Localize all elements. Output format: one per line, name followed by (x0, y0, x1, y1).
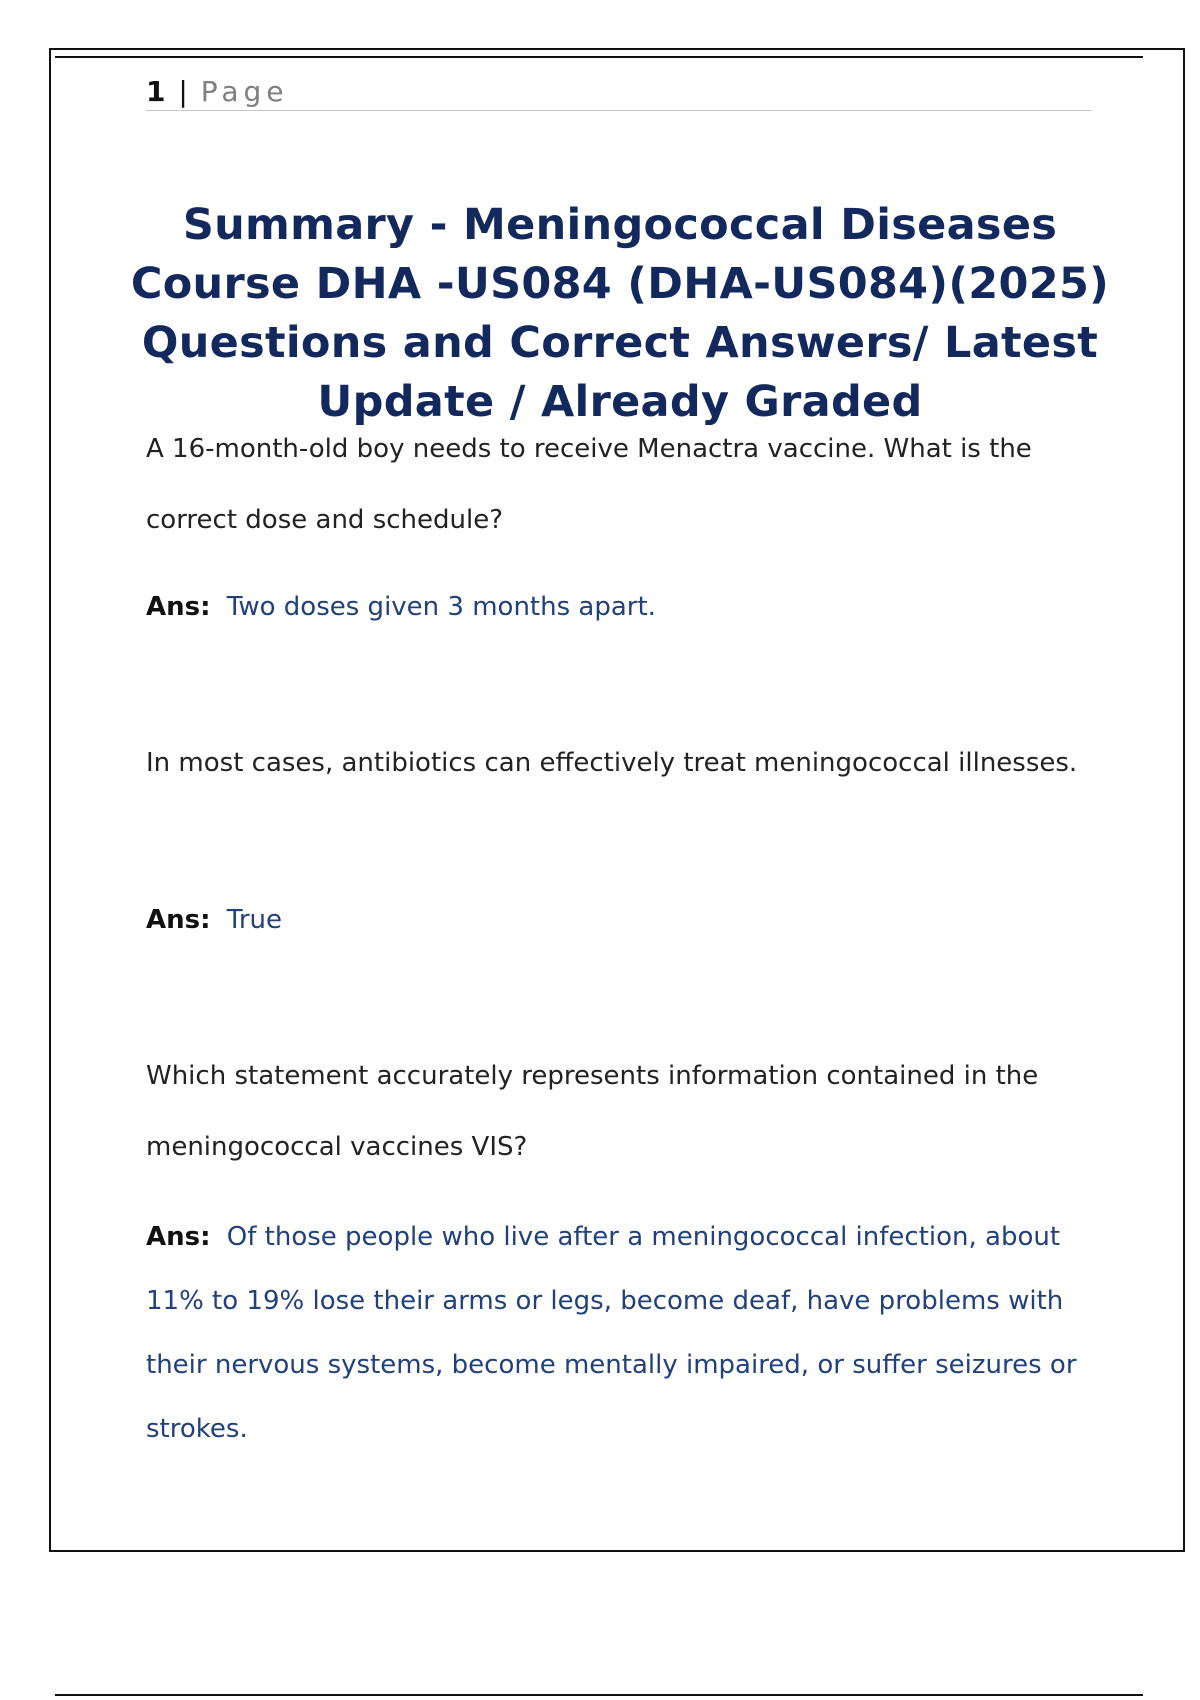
question-text: Which statement accurately represents information contained in the meningococcal vaccines VIS? (146, 1061, 1039, 1162)
answer-line-1 (146, 575, 656, 639)
document-title: Summary - Meningococcal Diseases Course DHA -US084 (DHA-US084)(2025) Questions and Correct Answers/ Latest Update / Already Graded (130, 200, 1110, 427)
question-text: A 16-month-old boy needs to receive Menactra vaccine. What is the correct dose and schedule? (146, 434, 1032, 535)
page-label: Page (200, 75, 289, 108)
question-block-3 (146, 1041, 1096, 1183)
question-text: In most cases, antibiotics can effectively treat meningococcal illnesses. (146, 748, 1078, 778)
question-block-2 (146, 728, 1096, 799)
page-number: 1 (146, 75, 166, 108)
answer-text: True (226, 905, 283, 935)
answer-label: Ans: (146, 905, 211, 935)
top-rule (55, 56, 1143, 58)
answer-label: Ans: (146, 1222, 211, 1252)
answer-line-3 (146, 1205, 1092, 1461)
question-block-1 (146, 414, 1096, 556)
page-header (146, 74, 1092, 111)
page-separator: | (178, 75, 188, 108)
answer-line-2 (146, 888, 282, 952)
answer-text: Of those people who live after a meningococcal infection, about 11% to 19% lose their arms or legs, become deaf, have problems with their nervous systems, become mentally impaired, or suffer seizures or strokes. (146, 1222, 1077, 1444)
next-page-top-rule (55, 1694, 1143, 1696)
answer-label: Ans: (146, 592, 211, 622)
answer-text: Two doses given 3 months apart. (226, 592, 656, 622)
